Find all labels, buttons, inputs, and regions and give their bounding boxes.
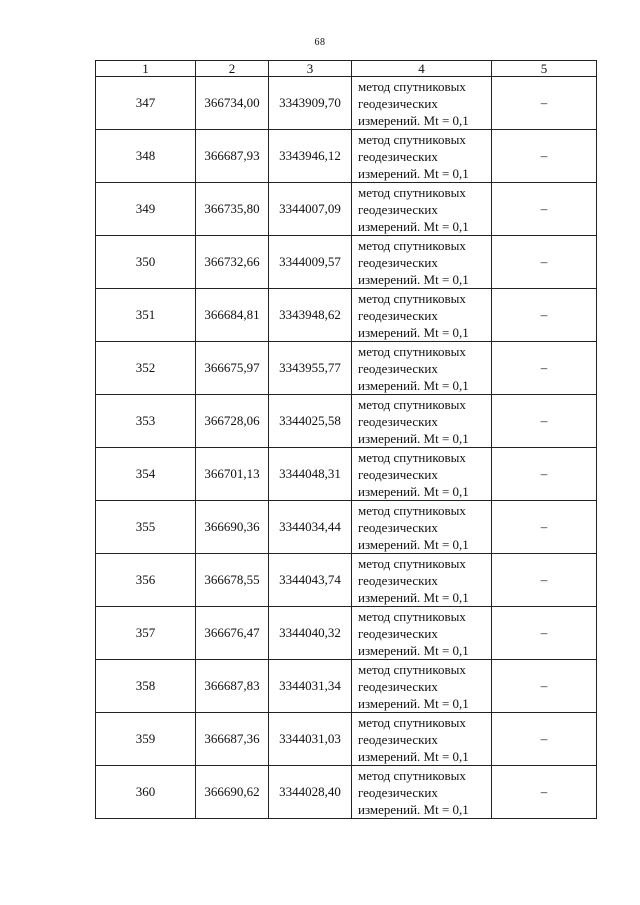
method-text: метод спутниковых геодезических измерений. Mt = 0,1 [358,555,469,605]
method-cell [352,395,492,448]
method-cell [352,713,492,766]
y-coordinate-cell: 3344048,31 [269,448,352,501]
method-cell [352,501,492,554]
method-text: метод спутниковых геодезических измерений. Mt = 0,1 [358,396,469,446]
page-number: 68 [314,37,326,48]
point-number-cell: 356 [96,554,196,607]
point-number-cell: 347 [96,77,196,130]
y-coordinate-cell: 3344043,74 [269,554,352,607]
y-coordinate-cell: 3344028,40 [269,766,352,819]
note-cell: – [492,766,597,819]
x-coordinate-cell: 366676,47 [196,607,269,660]
method-text: метод спутниковых геодезических измерений. Mt = 0,1 [358,449,469,499]
x-coordinate-cell: 366690,62 [196,766,269,819]
point-number-cell: 350 [96,236,196,289]
x-coordinate-cell: 366732,66 [196,236,269,289]
table-row [96,77,597,130]
method-text: метод спутниковых геодезических измерений. Mt = 0,1 [358,608,469,658]
note-cell: – [492,236,597,289]
method-text: метод спутниковых геодезических измерений. Mt = 0,1 [358,714,469,764]
y-coordinate-cell: 3343909,70 [269,77,352,130]
point-number-cell: 355 [96,501,196,554]
y-coordinate-cell: 3343955,77 [269,342,352,395]
table-body [96,77,597,819]
method-cell [352,554,492,607]
header-col-5: 5 [492,61,597,77]
note-cell: – [492,183,597,236]
y-coordinate-cell: 3344031,34 [269,660,352,713]
method-cell [352,660,492,713]
x-coordinate-cell: 366735,80 [196,183,269,236]
x-coordinate-cell: 366678,55 [196,554,269,607]
table-row [96,713,597,766]
x-coordinate-cell: 366734,00 [196,77,269,130]
y-coordinate-cell: 3344040,32 [269,607,352,660]
y-coordinate-cell: 3343946,12 [269,130,352,183]
table-row [96,236,597,289]
method-cell [352,130,492,183]
x-coordinate-cell: 366701,13 [196,448,269,501]
table-row [96,554,597,607]
table-header-row [96,61,597,77]
header-col-2: 2 [196,61,269,77]
y-coordinate-cell: 3343948,62 [269,289,352,342]
method-text: метод спутниковых геодезических измерений. Mt = 0,1 [358,767,469,817]
y-coordinate-cell: 3344009,57 [269,236,352,289]
note-cell: – [492,77,597,130]
x-coordinate-cell: 366687,36 [196,713,269,766]
table-row [96,448,597,501]
method-text: метод спутниковых геодезических измерений. Mt = 0,1 [358,343,469,393]
x-coordinate-cell: 366684,81 [196,289,269,342]
method-cell [352,342,492,395]
coordinates-table [95,60,597,819]
table-row [96,183,597,236]
table-row [96,660,597,713]
method-text: метод спутниковых геодезических измерений. Mt = 0,1 [358,237,469,287]
note-cell: – [492,554,597,607]
x-coordinate-cell: 366690,36 [196,501,269,554]
y-coordinate-cell: 3344025,58 [269,395,352,448]
note-cell: – [492,342,597,395]
method-cell [352,289,492,342]
table-row [96,766,597,819]
method-cell [352,448,492,501]
y-coordinate-cell: 3344034,44 [269,501,352,554]
note-cell: – [492,448,597,501]
y-coordinate-cell: 3344031,03 [269,713,352,766]
note-cell: – [492,395,597,448]
note-cell: – [492,289,597,342]
header-col-1: 1 [96,61,196,77]
point-number-cell: 359 [96,713,196,766]
method-text: метод спутниковых геодезических измерений. Mt = 0,1 [358,502,469,552]
method-text: метод спутниковых геодезических измерений. Mt = 0,1 [358,131,469,181]
y-coordinate-cell: 3344007,09 [269,183,352,236]
point-number-cell: 351 [96,289,196,342]
table-row [96,342,597,395]
point-number-cell: 358 [96,660,196,713]
table-row [96,501,597,554]
table-row [96,130,597,183]
table-row [96,607,597,660]
point-number-cell: 353 [96,395,196,448]
point-number-cell: 349 [96,183,196,236]
point-number-cell: 360 [96,766,196,819]
x-coordinate-cell: 366687,93 [196,130,269,183]
point-number-cell: 354 [96,448,196,501]
point-number-cell: 352 [96,342,196,395]
header-col-4: 4 [352,61,492,77]
table-row [96,395,597,448]
method-cell [352,183,492,236]
point-number-cell: 348 [96,130,196,183]
note-cell: – [492,713,597,766]
point-number-cell: 357 [96,607,196,660]
method-cell [352,766,492,819]
x-coordinate-cell: 366687,83 [196,660,269,713]
x-coordinate-cell: 366675,97 [196,342,269,395]
method-text: метод спутниковых геодезических измерений. Mt = 0,1 [358,184,469,234]
x-coordinate-cell: 366728,06 [196,395,269,448]
table-row [96,289,597,342]
method-text: метод спутниковых геодезических измерений. Mt = 0,1 [358,78,469,128]
header-col-3: 3 [269,61,352,77]
method-cell [352,236,492,289]
method-text: метод спутниковых геодезических измерений. Mt = 0,1 [358,290,469,340]
method-text: метод спутниковых геодезических измерений. Mt = 0,1 [358,661,469,711]
note-cell: – [492,607,597,660]
method-cell [352,77,492,130]
method-cell [352,607,492,660]
note-cell: – [492,130,597,183]
note-cell: – [492,660,597,713]
note-cell: – [492,501,597,554]
